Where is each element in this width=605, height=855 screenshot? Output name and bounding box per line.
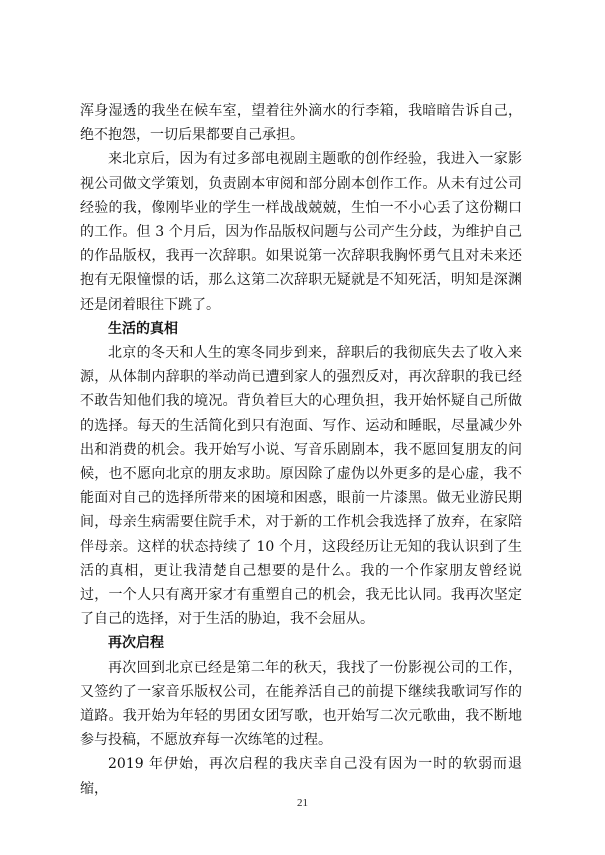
paragraph-winter: 北京的冬天和人生的寒冬同步到来，辞职后的我彻底失去了收入来源，从体制内辞职的举动尚已遭到家人的强烈反对，再次辞职的我已经不敢告知他们我的境况。背负着巨大的心理负担，我开始怀疑自己所做的选择。每天的生活简化到只有泡面、写作、运动和睡眠，尽量减少外出和消费的机会。我开始写小说、写音乐剧剧本，我不愿回复朋友的问候，也不愿向北京的朋友求助。原因除了虚伪以外更多的是心虚，我不能面对自己的选择所带来的困境和困惑，眼前一片漆黑。做无业游民期间，母亲生病需要住院手术，对于新的工作机会我选择了放弃，在家陪伴母亲。这样的状态持续了 10 个月，这段经历让无知的我认识到了生活的真相，更让我清楚自己想要的是什么。我的一个作家朋友曾经说过，一个人只有离开家才有重塑自己的机会，我无比认同。我再次坚定了自己的选择，对于生活的胁迫，我不会屈从。 bbox=[80, 345, 522, 628]
page-body bbox=[80, 99, 522, 801]
section-heading-truth-of-life: 生活的真相 bbox=[108, 320, 178, 337]
paragraph-return-to-beijing: 再次回到北京已经是第二年的秋天，我找了一份影视公司的工作，又签约了一家音乐版权公司，在能养活自己的前提下继续我歌词写作的道路。我开始为年轻的男团女团写歌，也开始写二次元歌曲，我不断地参与投稿，不愿放弃每一次练笔的过程。 bbox=[80, 659, 522, 749]
paragraph-continuation: 浑身湿透的我坐在候车室，望着往外滴水的行李箱，我暗暗告诉自己，绝不抱怨，一切后果都要自己承担。 bbox=[80, 103, 522, 144]
paragraph-beijing-job: 来北京后，因为有过多部电视剧主题歌的创作经验，我进入一家影视公司做文学策划，负责剧本审阅和部分剧本创作工作。从未有过公司经验的我，像刚毕业的学生一样战战兢兢，生怕一不小心丢了这份糊口的工作。但 3 个月后，因为作品版权问题与公司产生分歧，为维护自己的作品版权，我再一次辞职。如果说第一次辞职我胸怀勇气且对未来还抱有无限憧憬的话，那么这第二次辞职无疑就是不知死活，明知是深渊还是闭着眼往下跳了。 bbox=[80, 151, 522, 313]
section-heading-restart: 再次启程 bbox=[108, 635, 164, 652]
paragraph-2019: 2019 年伊始，再次启程的我庆幸自己没有因为一时的软弱而退缩， bbox=[80, 756, 522, 797]
page-number: 21 bbox=[297, 797, 308, 809]
